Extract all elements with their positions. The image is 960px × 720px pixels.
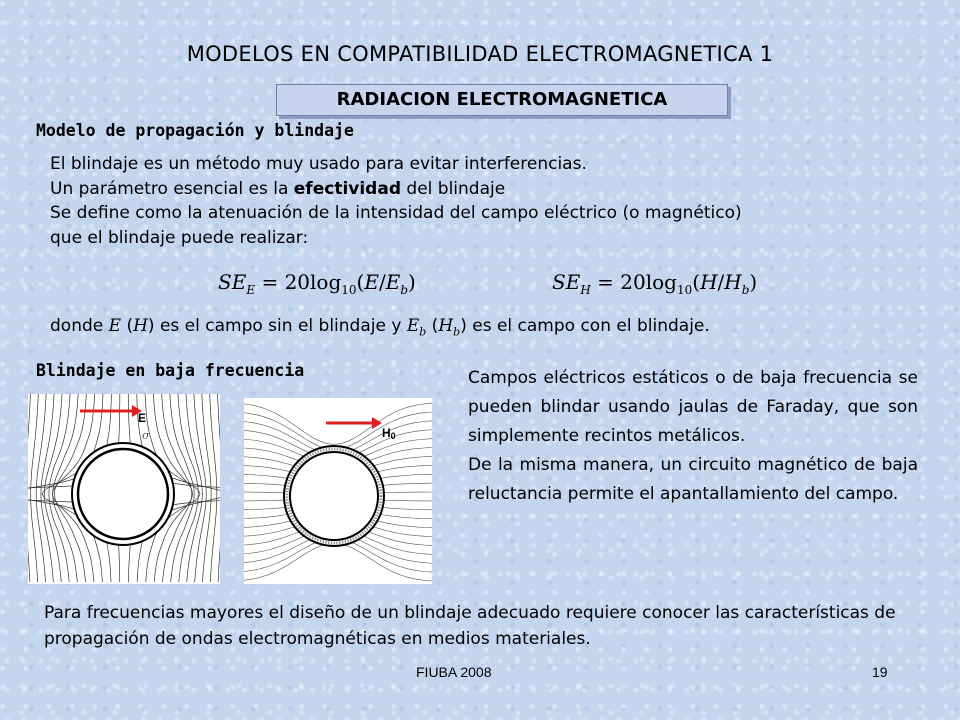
var-sub: b — [453, 325, 461, 339]
var-eb: E — [406, 316, 420, 336]
eq-subscript: E — [246, 283, 256, 297]
eq-den-sub: b — [400, 283, 409, 297]
field-line — [218, 394, 220, 582]
equation-se-h: $SE_H = 20\log_{10}(H/H_b)$ — [552, 270, 758, 297]
subtitle-box — [276, 84, 728, 116]
footer-source: FIUBA 2008 — [416, 664, 492, 680]
eq-num: H — [700, 270, 718, 294]
section-heading-low-frequency: Blindaje en baja frecuencia — [36, 361, 305, 380]
text-span: ) es el campo sin el blindaje y — [147, 316, 407, 336]
low-frequency-text — [468, 364, 918, 509]
var-hb: H — [438, 316, 454, 336]
faraday-cage-figure — [28, 394, 220, 584]
text-span: del blindaje — [401, 178, 506, 199]
eq-const: 20 — [620, 270, 646, 294]
text-line: que el blindaje puede realizar: — [50, 227, 309, 248]
equation-se-e: $SE_E = 20\log_{10}(E/E_b)$ — [218, 270, 416, 297]
shield-inner — [290, 452, 378, 540]
text-span: donde — [50, 316, 109, 336]
h0-label — [382, 426, 396, 441]
magnetic-shield-figure — [244, 398, 432, 584]
var-h: H — [133, 316, 148, 336]
intro-paragraph — [50, 152, 955, 250]
arrow-head — [372, 417, 382, 429]
eq-num: E — [364, 270, 379, 294]
eq-log-base: 10 — [341, 283, 357, 297]
definition-line — [50, 316, 710, 338]
eq-log-base: 10 — [676, 283, 693, 297]
eq-equals: = — [261, 270, 279, 294]
eq-paren: ) — [749, 270, 758, 294]
eq-equals: = — [597, 270, 614, 294]
equations — [0, 270, 960, 306]
sigma-label: σ — [142, 429, 150, 442]
eq-symbol: SE — [552, 270, 581, 294]
eq-paren: ( — [692, 270, 701, 294]
subtitle-text: RADIACION ELECTROMAGNETICA — [336, 89, 668, 110]
text-line: Se define como la atenuación de la intensidad del campo eléctrico (o magnético) — [50, 203, 742, 223]
eq-const: 20 — [284, 270, 311, 294]
page-number: 19 — [872, 664, 888, 680]
eq-subscript: H — [580, 283, 591, 297]
flux-line — [244, 412, 432, 449]
eq-paren: ( — [356, 270, 365, 294]
shield-inner — [78, 449, 168, 539]
eq-log: log — [310, 270, 342, 294]
eq-den: E — [385, 270, 401, 294]
eq-symbol: SE — [218, 270, 247, 294]
var-sub: b — [419, 325, 427, 339]
slide-title: MODELOS EN COMPATIBILIDAD ELECTROMAGNETICA 1 — [186, 42, 774, 66]
eq-den: H — [724, 270, 742, 294]
text-span: Un parámetro esencial es la — [50, 178, 294, 199]
text-line — [50, 177, 955, 202]
eq-den-sub: b — [741, 283, 750, 297]
text-span: ) es el campo con el blindaje. — [460, 316, 710, 336]
field-line — [186, 394, 202, 582]
text-span: ( — [121, 316, 134, 336]
text-span: ( — [426, 316, 439, 336]
conclusion-paragraph: Para frecuencias mayores el diseño de un blindaje adecuado requiere conocer las características de propagación de ondas electromagnéticas en medios materiales. — [44, 603, 896, 649]
eq-paren: ) — [408, 270, 416, 294]
h-label-sub: 0 — [390, 431, 396, 441]
e-field-label: E — [138, 411, 147, 425]
var-e: E — [108, 316, 122, 336]
section-heading-propagation: Modelo de propagación y blindaje — [36, 121, 354, 140]
bold-term: efectividad — [293, 178, 401, 199]
text-line: El blindaje es un método muy usado para evitar interferencias. — [50, 154, 587, 174]
h-label: H — [382, 426, 391, 440]
paragraph: De la misma manera, un circuito magnético de baja reluctancia permite el apantallamiento del campo. — [468, 455, 918, 504]
eq-log: log — [645, 270, 677, 294]
paragraph: Campos eléctricos estáticos o de baja frecuencia se pueden blindar usando jaulas de Faraday, que son simplemente recintos metálicos. — [468, 368, 918, 446]
